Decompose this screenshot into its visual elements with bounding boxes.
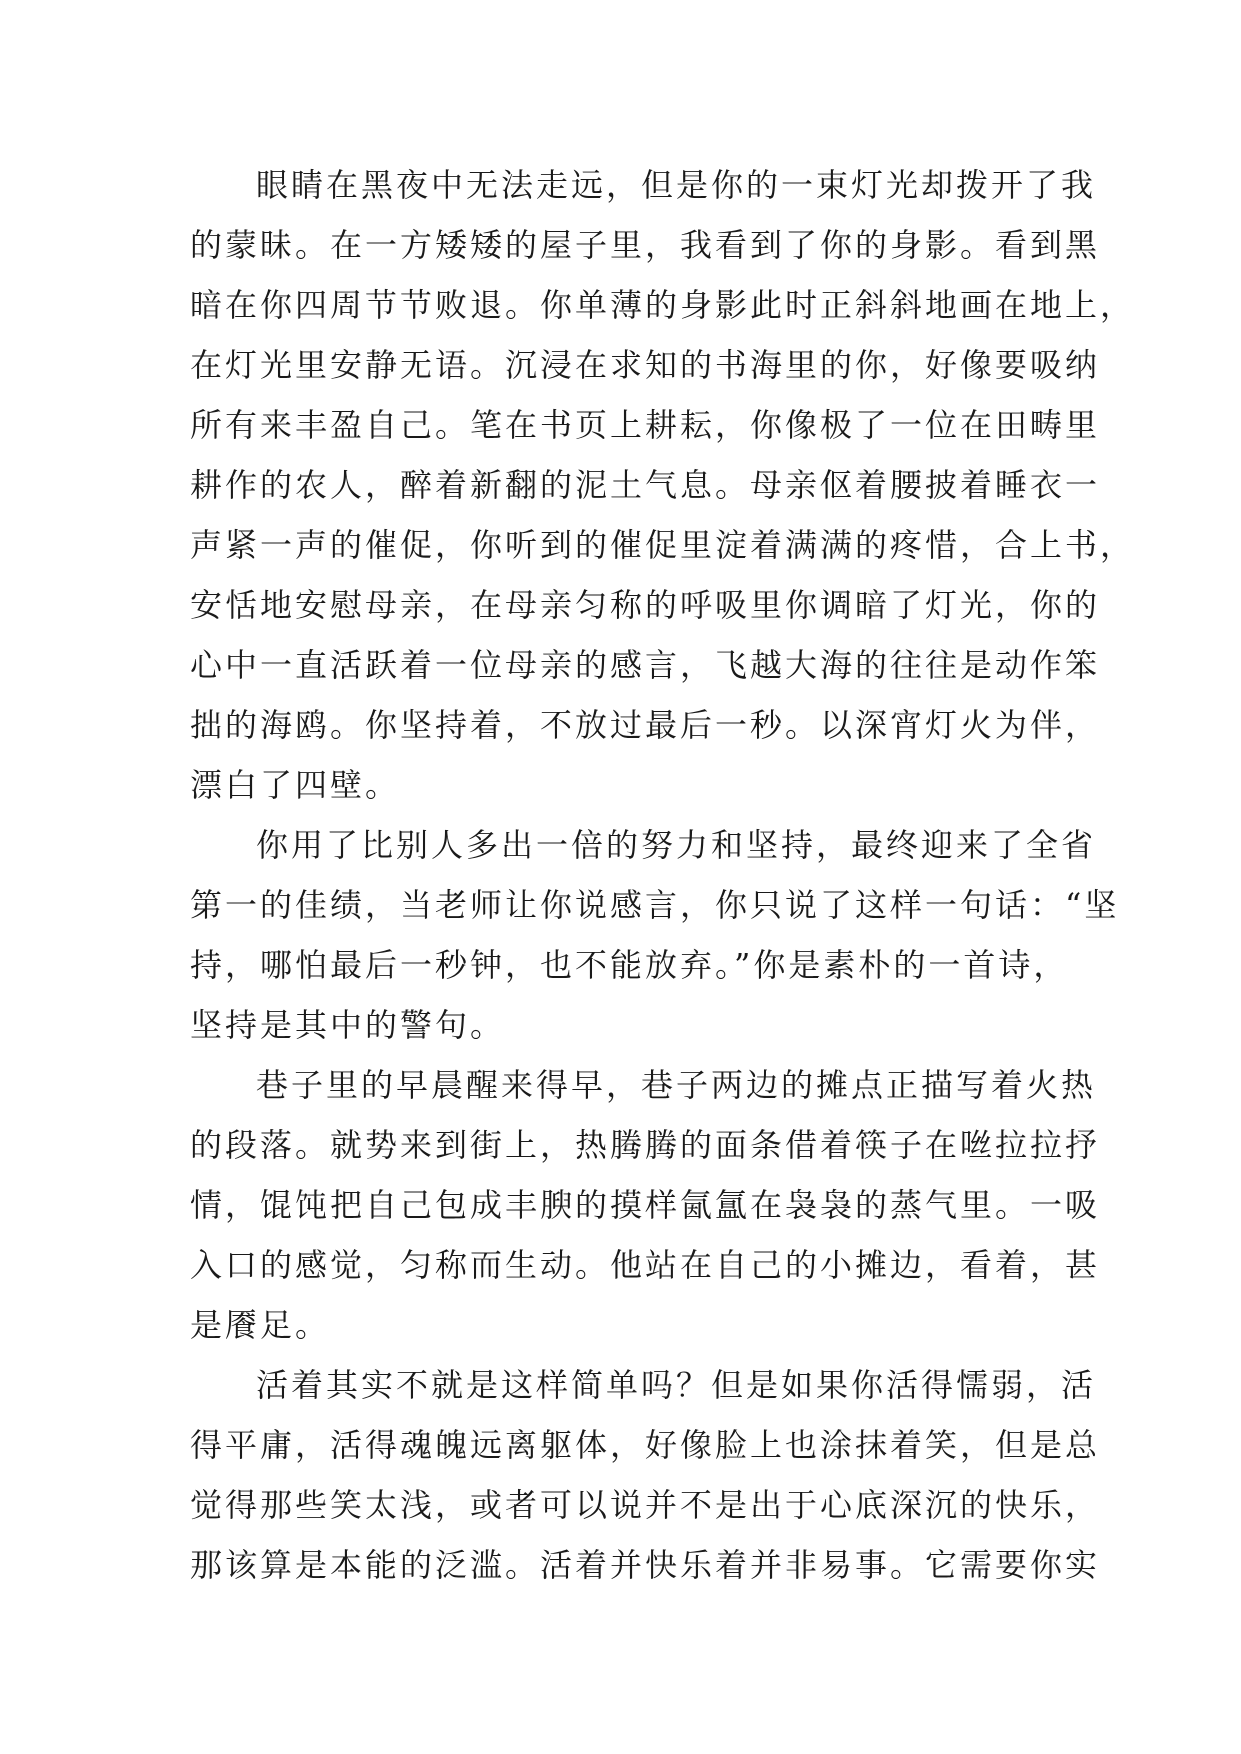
text-line: 坚持是其中的警句。	[190, 1006, 506, 1044]
text-line: 所有来丰盈自己。笔在书页上耕耘，你像极了一位在田畴里	[190, 406, 1101, 444]
text-line: 暗在你四周节节败退。你单薄的身影此时正斜斜地画在地上，	[190, 286, 1136, 324]
text-line: 持，哪怕最后一秒钟，也不能放弃。”你是素朴的一首诗，	[190, 946, 1069, 984]
text-line: 得平庸，活得魂魄远离躯体，好像脸上也涂抹着笑，但是总	[190, 1426, 1101, 1464]
text-line: 是餍足。	[190, 1306, 331, 1344]
text-line: 觉得那些笑太浅，或者可以说并不是出于心底深沉的快乐，	[190, 1486, 1101, 1524]
text-line: 第一的佳绩，当老师让你说感言，你只说了这样一句话：“坚	[190, 886, 1120, 924]
text-line: 的段落。就势来到街上，热腾腾的面条借着筷子在咝拉拉抒	[190, 1126, 1101, 1164]
text-line: 在灯光里安静无语。沉浸在求知的书海里的你，好像要吸纳	[190, 346, 1101, 384]
text-line: 拙的海鸥。你坚持着，不放过最后一秒。以深宵灯火为伴，	[190, 706, 1101, 744]
paragraph-first-line: 你用了比别人多出一倍的努力和坚持，最终迎来了全省	[256, 826, 1097, 864]
text-line: 声紧一声的催促，你听到的催促里淀着满满的疼惜，合上书，	[190, 526, 1136, 564]
body-text	[190, 155, 1136, 1595]
text-line: 心中一直活跃着一位母亲的感言，飞越大海的往往是动作笨	[190, 646, 1101, 684]
text-line: 漂白了四壁。	[190, 766, 401, 804]
text-line: 那该算是本能的泛滥。活着并快乐着并非易事。它需要你实	[190, 1546, 1101, 1584]
text-line: 耕作的农人，醉着新翻的泥土气息。母亲伛着腰披着睡衣一	[190, 466, 1101, 504]
paragraph-first-line: 活着其实不就是这样简单吗？但是如果你活得懦弱，活	[256, 1366, 1097, 1404]
text-line: 入口的感觉，匀称而生动。他站在自己的小摊边，看着，甚	[190, 1246, 1101, 1284]
paragraph-first-line: 巷子里的早晨醒来得早，巷子两边的摊点正描写着火热	[256, 1066, 1097, 1104]
text-line: 情，馄饨把自己包成丰腴的摸样氤氲在袅袅的蒸气里。一吸	[190, 1186, 1101, 1224]
text-line: 的蒙昧。在一方矮矮的屋子里，我看到了你的身影。看到黑	[190, 226, 1101, 264]
text-line: 安恬地安慰母亲，在母亲匀称的呼吸里你调暗了灯光，你的	[190, 586, 1101, 624]
paragraph-first-line: 眼睛在黑夜中无法走远，但是你的一束灯光却拨开了我	[256, 166, 1097, 204]
